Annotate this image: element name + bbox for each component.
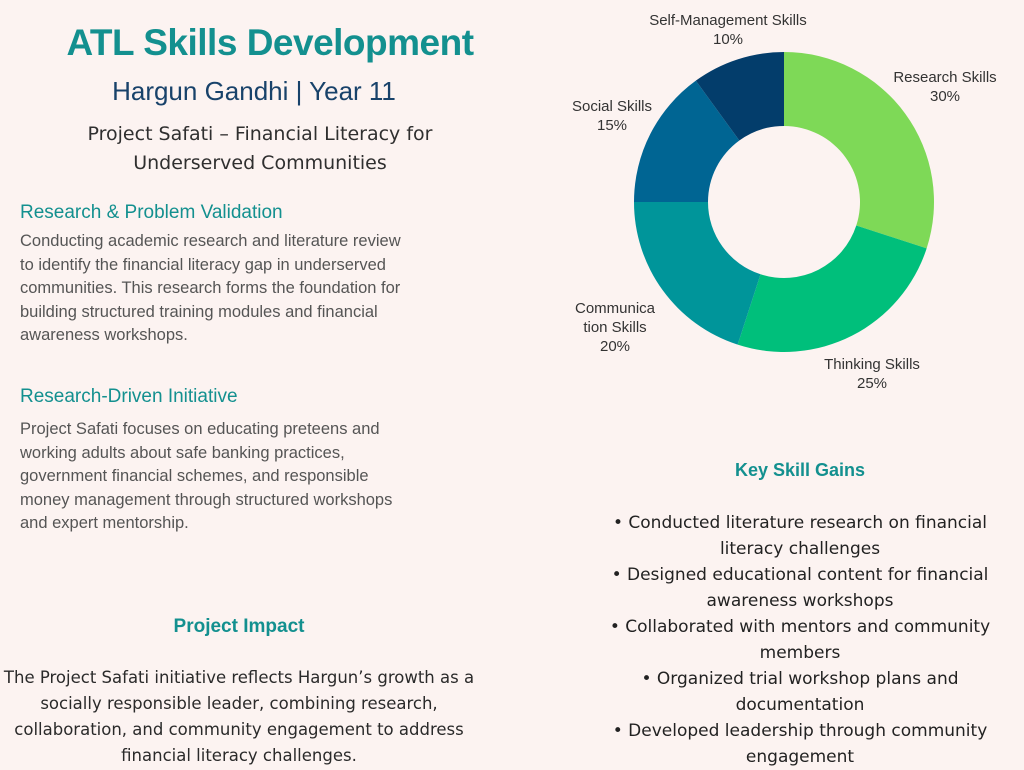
project-impact-heading: Project Impact xyxy=(173,616,305,637)
list-item: • Collaborated with mentors and community members xyxy=(609,617,991,663)
slice-name-label: tion Skills xyxy=(583,319,647,336)
slice-percent-label: 15% xyxy=(596,117,628,134)
project-title: Project Safati – Financial Literacy for Underserved Communities xyxy=(87,123,433,174)
donut-slice-communication-skills xyxy=(634,202,761,345)
project-impact-text: The Project Safati initiative reflects Hargun’s growth as a socially responsible leader, combining research, collaboration, and community engagement to address financial literacy challenges. xyxy=(3,668,475,765)
slice-name-label: Social Skills xyxy=(571,98,653,115)
slice-name-label: Self-Management Skills xyxy=(649,12,807,29)
key-skill-gains-heading: Key Skill Gains xyxy=(734,460,866,480)
donut-slice-thinking-skills xyxy=(738,225,927,352)
research-initiative-text: Project Safati focuses on educating preteens and working adults about safe banking practices, government financial schemes, and responsible money management through structured workshops and expert mentorship. xyxy=(20,420,393,532)
key-skill-gains-list xyxy=(582,510,1018,770)
research-validation-text: Conducting academic research and literature review to identify the financial literacy gap in underserved communities. This research forms the foundation for building structured training modules and financial awareness workshops. xyxy=(20,232,401,344)
skills-donut-chart xyxy=(540,0,1024,410)
student-subtitle: Hargun Gandhi | Year 11 xyxy=(112,76,396,106)
slice-percent-label: 30% xyxy=(929,88,961,105)
list-item: • Developed leadership through community engagement xyxy=(612,721,988,767)
list-item: • Designed educational content for financial awareness workshops xyxy=(611,565,989,611)
page-title: ATL Skills Development xyxy=(66,22,474,63)
slice-name-label: Communica xyxy=(574,300,656,317)
slice-name-label: Thinking Skills xyxy=(824,356,920,373)
list-item: • Conducted literature research on financial literacy challenges xyxy=(612,513,988,559)
slice-name-label: Research Skills xyxy=(893,69,997,86)
list-item: • Organized trial workshop plans and documentation xyxy=(641,669,959,715)
donut-slices xyxy=(634,52,934,352)
slice-percent-label: 25% xyxy=(856,375,888,392)
research-validation-heading: Research & Problem Validation xyxy=(20,202,283,223)
slice-percent-label: 20% xyxy=(599,338,631,355)
research-initiative-heading: Research-Driven Initiative xyxy=(20,386,238,407)
slice-percent-label: 10% xyxy=(712,31,744,48)
